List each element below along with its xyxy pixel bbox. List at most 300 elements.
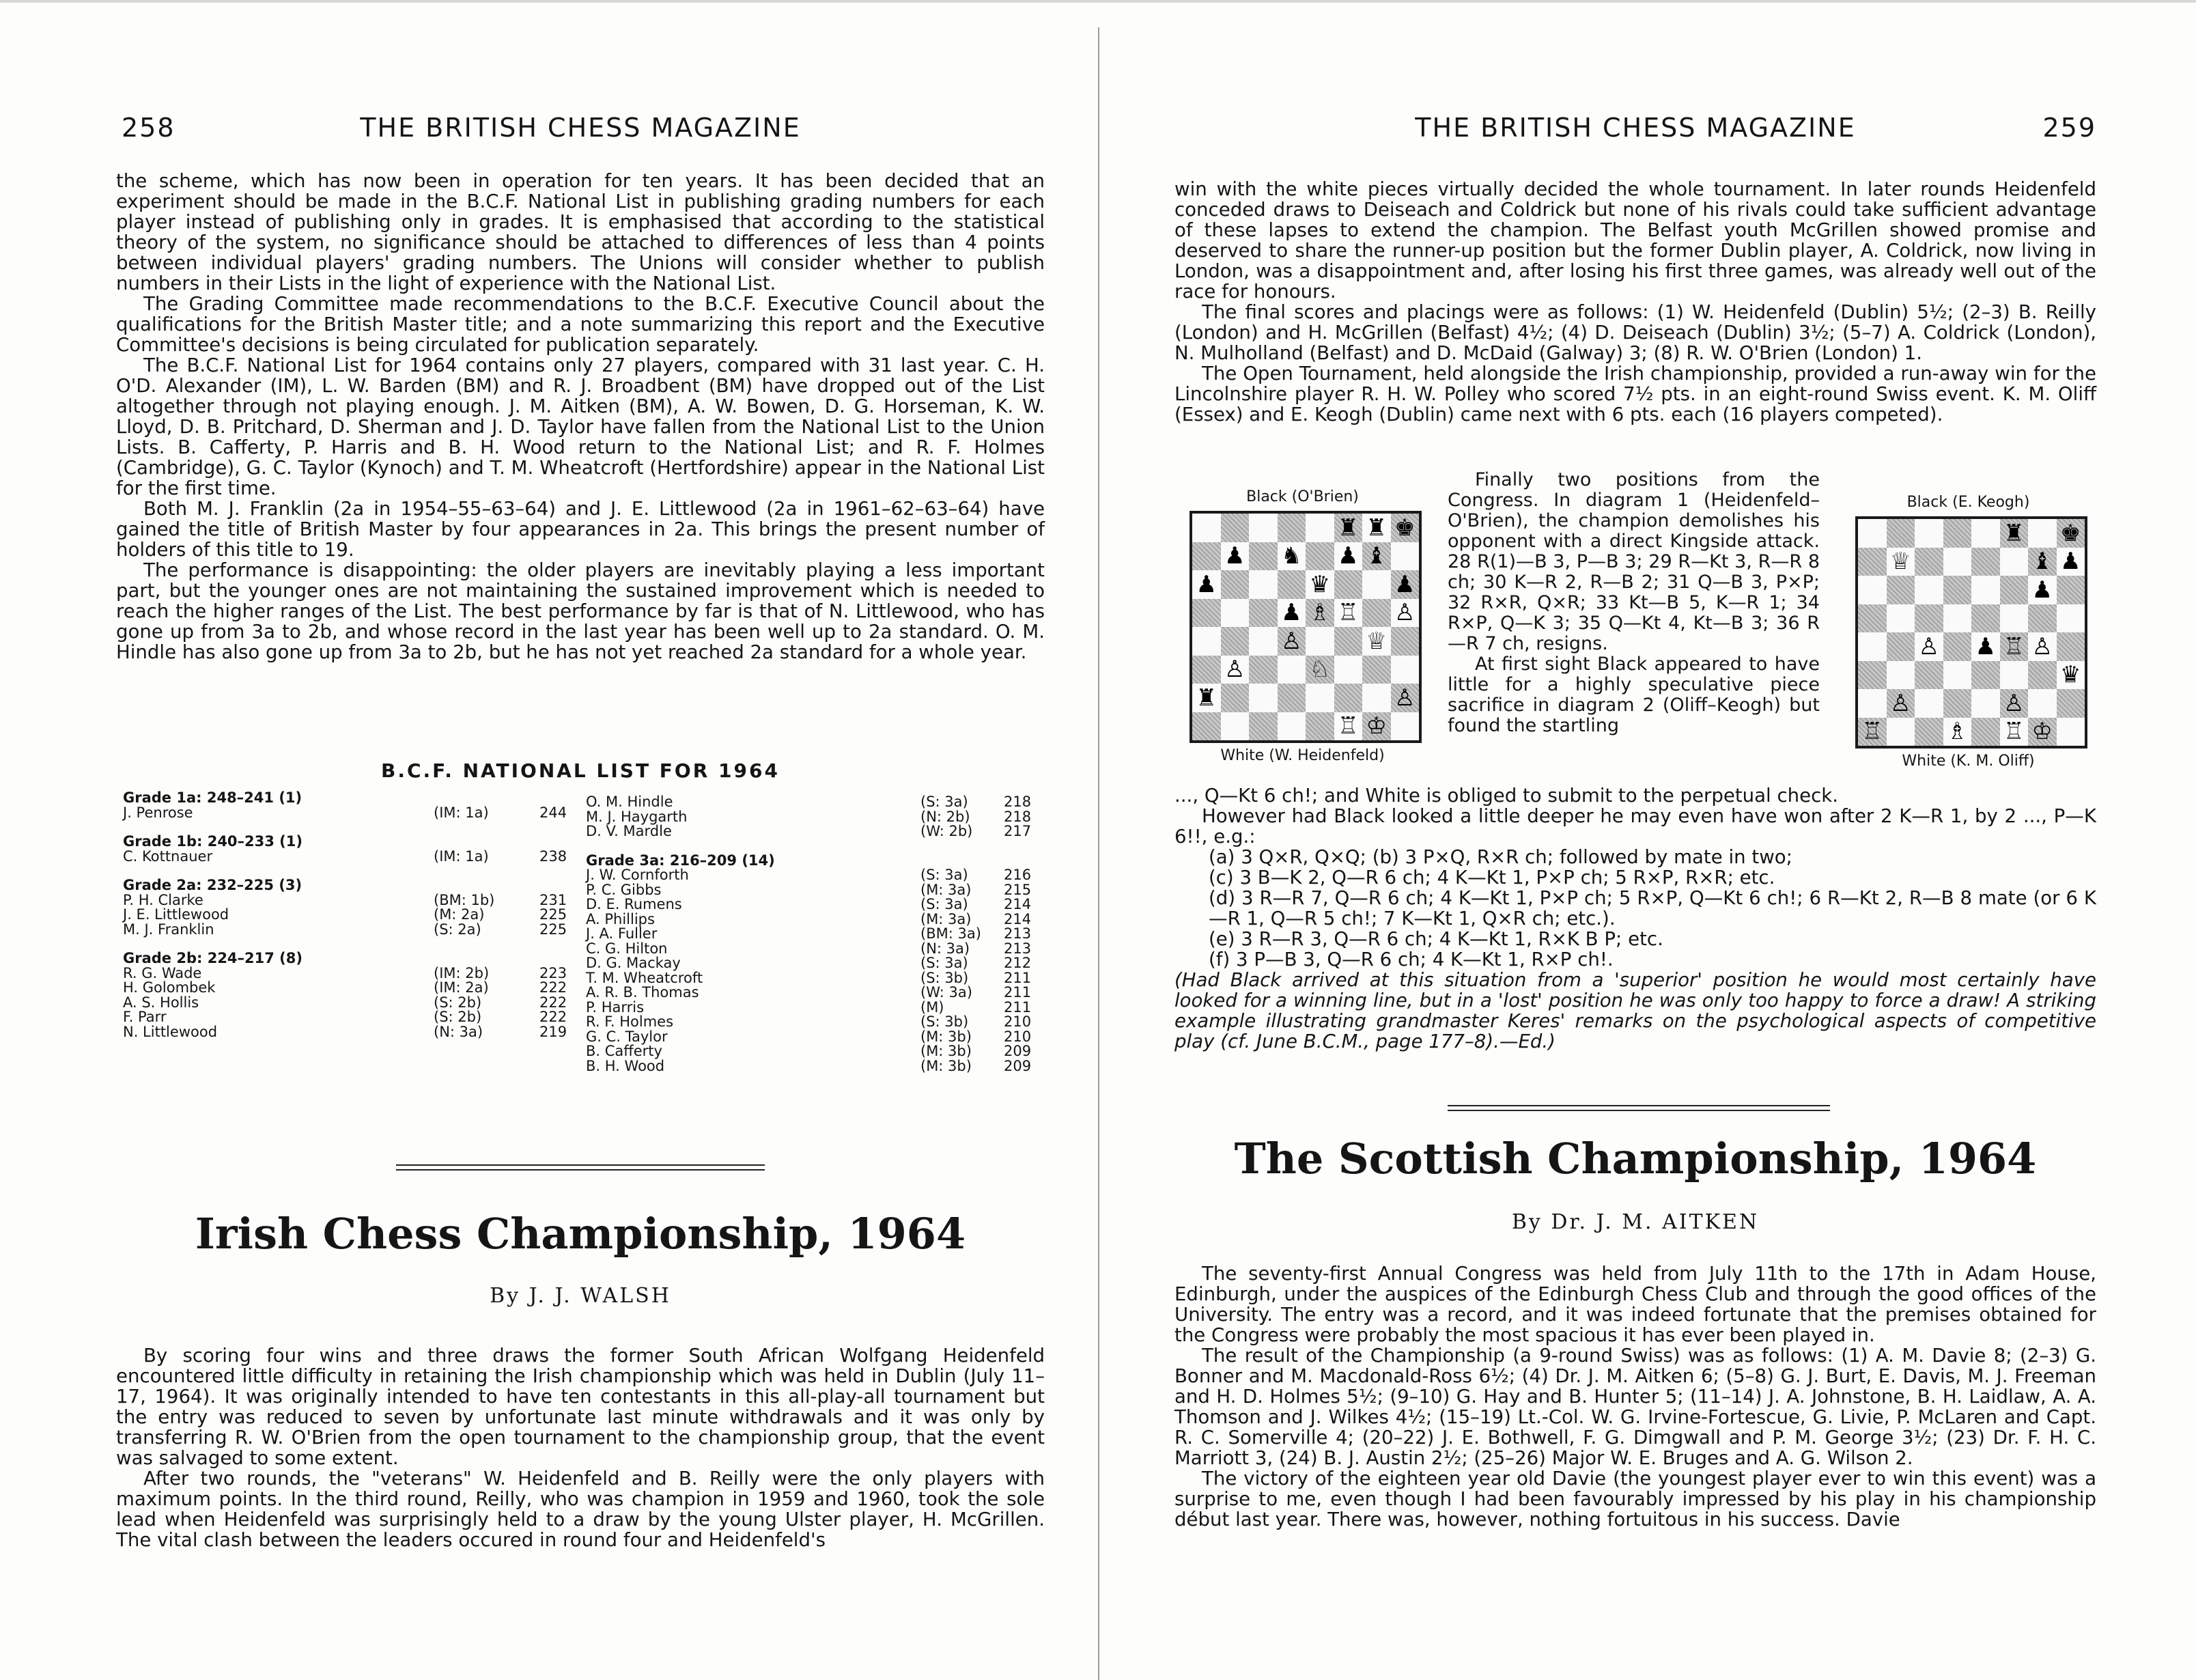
table-row bbox=[586, 897, 1045, 912]
board-square bbox=[1915, 718, 1943, 746]
chess-piece: ♟ bbox=[1196, 570, 1217, 598]
table-row bbox=[123, 966, 574, 981]
section-divider bbox=[396, 1164, 765, 1171]
board-square bbox=[1391, 542, 1420, 571]
player-class: (M: 3b) bbox=[920, 1043, 972, 1059]
player-name: B. Cafferty bbox=[586, 1043, 662, 1059]
board-square bbox=[2028, 548, 2057, 576]
board-square bbox=[1306, 684, 1334, 712]
board-square bbox=[1362, 542, 1391, 571]
chess-piece: ♟ bbox=[1224, 542, 1245, 570]
board-square bbox=[2000, 632, 2029, 661]
player-grade: 211 bbox=[1004, 984, 1032, 1000]
board-square bbox=[2000, 661, 2029, 690]
variation-line: (c) 3 B—K 2, Q—R 6 ch; 4 K—Kt 1, P×P ch; 5 R×P, R×R; etc. bbox=[1209, 866, 1775, 888]
board-square bbox=[1887, 718, 1915, 746]
grading-table-right bbox=[586, 795, 1045, 1088]
chess-diagram-1 bbox=[1174, 488, 1431, 764]
player-name: C. G. Hilton bbox=[586, 940, 668, 957]
scottish-article-text bbox=[1174, 1263, 2096, 1530]
board-square bbox=[1334, 656, 1363, 684]
grading-report-text bbox=[116, 171, 1045, 662]
chess-board bbox=[1855, 516, 2087, 748]
board-square bbox=[1391, 656, 1420, 684]
board-square bbox=[2000, 689, 2029, 718]
board-square bbox=[1278, 684, 1306, 712]
board-square bbox=[1858, 661, 1887, 690]
player-grade: 219 bbox=[539, 1023, 567, 1040]
board-square bbox=[1887, 661, 1915, 690]
board-square bbox=[1915, 661, 1943, 690]
board-square bbox=[1221, 514, 1250, 542]
board-square bbox=[1915, 632, 1943, 661]
board-square bbox=[1915, 604, 1943, 633]
left-running-head bbox=[116, 113, 1045, 147]
page-number: 259 bbox=[2042, 113, 2096, 143]
player-class: (IM: 1a) bbox=[434, 848, 489, 865]
paragraph: The victory of the eighteen year old Davie (the youngest player ever to win this event) was a surprise to me, even though I had been favourably impressed by his play in his championship début last year. There was, however, nothing fortuitous in his success. Davie bbox=[1174, 1467, 2096, 1530]
board-square bbox=[1249, 712, 1278, 741]
board-square bbox=[1192, 599, 1221, 628]
running-head-title: THE BRITISH CHESS MAGAZINE bbox=[1415, 113, 1856, 143]
table-row bbox=[123, 908, 574, 923]
board-square bbox=[1858, 632, 1887, 661]
player-name: M. J. Haygarth bbox=[586, 808, 688, 825]
board-square bbox=[1858, 689, 1887, 718]
player-class: (M) bbox=[920, 998, 944, 1016]
player-class: (S: 3a) bbox=[920, 955, 968, 971]
variation-line: (e) 3 R—R 3, Q—R 6 ch; 4 K—Kt 1, R×K B P; etc. bbox=[1209, 927, 1663, 950]
player-class: (N: 2b) bbox=[920, 808, 970, 825]
player-class: (IM: 2b) bbox=[434, 964, 490, 981]
chess-piece: ♖ bbox=[2003, 632, 2025, 660]
chess-piece: ♙ bbox=[1918, 632, 1939, 660]
player-grade: 222 bbox=[539, 1009, 567, 1025]
player-name: D. G. Mackay bbox=[586, 955, 681, 971]
board-square bbox=[1915, 548, 1943, 576]
chess-piece: ♖ bbox=[2003, 718, 2025, 746]
board-square bbox=[1362, 656, 1391, 684]
editor-note: (Had Black arrived at this situation from a 'superior' position he would most certainly have looked for a winning line, but in a 'lost' position he was only too happy to force a draw! A striking example illustrating grandmaster Keres' remarks on the psychological aspects of competitive play (cf. June B.C.M., page 177–8).—Ed.) bbox=[1174, 968, 2096, 1052]
board-square bbox=[1971, 689, 2000, 718]
board-square bbox=[1362, 514, 1391, 542]
board-square bbox=[1192, 684, 1221, 712]
board-square bbox=[1278, 627, 1306, 656]
player-name: P. C. Gibbs bbox=[586, 881, 662, 898]
table-row bbox=[586, 1030, 1045, 1045]
board-square bbox=[2028, 632, 2057, 661]
chess-piece: ♝ bbox=[1366, 542, 1387, 570]
board-square bbox=[2000, 519, 2029, 548]
board-square bbox=[1391, 627, 1420, 656]
board-square bbox=[1362, 627, 1391, 656]
board-square bbox=[1943, 718, 1972, 746]
player-grade: 217 bbox=[1004, 823, 1032, 839]
player-grade: 210 bbox=[1004, 1028, 1032, 1045]
board-square bbox=[1391, 514, 1420, 542]
chess-piece: ♘ bbox=[1309, 656, 1330, 684]
player-class: (N: 3a) bbox=[434, 1023, 483, 1040]
chess-piece: ♙ bbox=[1394, 599, 1416, 627]
grade-heading: Grade 3a: 216–209 (14) bbox=[586, 852, 775, 869]
player-grade: 225 bbox=[539, 921, 567, 938]
board-square bbox=[2057, 632, 2085, 661]
paragraph: The final scores and placings were as follows: (1) W. Heidenfeld (Dublin) 5½; (2–3) B. Reilly (London) and H. McGrillen (Belfast) 4½; (4) D. Deiseach (Dublin) 3½; (5–7) A. Coldrick (London), N. Mulholland (Belfast) and D. McDaid (Galway) 3; (8) R. W. O'Brien (London) 1. bbox=[1174, 300, 2096, 364]
grade-group bbox=[586, 854, 1045, 1074]
table-row bbox=[123, 893, 574, 908]
board-square bbox=[1943, 689, 1972, 718]
board-square bbox=[1887, 548, 1915, 576]
board-square bbox=[1334, 570, 1363, 599]
section-divider bbox=[1448, 1105, 1830, 1111]
table-row bbox=[586, 956, 1045, 971]
board-square bbox=[1943, 632, 1972, 661]
board-square bbox=[1249, 570, 1278, 599]
variation-line: (f) 3 P—B 3, Q—R 6 ch; 4 K—Kt 1, R×P ch!. bbox=[1209, 948, 1614, 970]
board-square bbox=[1362, 570, 1391, 599]
board-square bbox=[1943, 661, 1972, 690]
board-square bbox=[1192, 712, 1221, 741]
player-class: (BM: 3a) bbox=[920, 925, 981, 942]
player-grade: 213 bbox=[1004, 940, 1032, 957]
board-square bbox=[2028, 689, 2057, 718]
diagram-caption-white: White (K. M. Oliff) bbox=[1902, 753, 2035, 770]
player-name: H. Golombek bbox=[123, 979, 216, 996]
player-name: D. E. Rumens bbox=[586, 896, 682, 912]
player-name: R. F. Holmes bbox=[586, 1013, 674, 1030]
board-square bbox=[1278, 570, 1306, 599]
paragraph: The B.C.F. National List for 1964 contains only 27 players, compared with 31 last year. C. H. O'D. Alexander (IM), L. W. Barden (BM) and R. J. Broadbent (BM) have dropped out of the List altogether through not playing enough. J. M. Aitken (BM), A. W. Bowen, D. G. Horseman, K. W. Lloyd, D. B. Pritchard, D. Sherman and J. D. Taylor have fallen from the National List to the Union Lists. B. Cafferty, P. Harris and B. H. Wood return to the National List; and R. F. Holmes (Cambridge), G. C. Taylor (Kynoch) and T. M. Wheatcroft (Hertfordshire) appear in the National List for the first time. bbox=[116, 354, 1045, 499]
board-square bbox=[1887, 576, 1915, 604]
article-title: Irish Chess Championship, 1964 bbox=[195, 1209, 966, 1259]
board-square bbox=[1334, 627, 1363, 656]
table-row bbox=[586, 912, 1045, 927]
paragraph: ..., Q—Kt 6 ch!; and White is obliged to submit to the perpetual check. bbox=[1174, 784, 1839, 807]
diagram-analysis bbox=[1174, 785, 2096, 1052]
player-class: (M: 3a) bbox=[920, 881, 972, 898]
board-square bbox=[1278, 656, 1306, 684]
player-name: J. W. Cornforth bbox=[586, 867, 689, 883]
chess-piece: ♖ bbox=[1338, 712, 1359, 740]
paragraph: win with the white pieces virtually decided the whole tournament. In later rounds Heidenfeld conceded draws to Deiseach and Coldrick but none of his rivals could take sufficient advantage of these lapses to extend the champion. The Belfast youth McGrillen showed promise and deserved to share the runner-up position but the former Dublin player, A. Coldrick, now living in London, was a disappointment and, after losing his first three games, was already well out of the race for honours. bbox=[1174, 178, 2096, 303]
chess-piece: ♝ bbox=[2031, 548, 2053, 576]
variation-line: (d) 3 R—R 7, Q—R 6 ch; 4 K—Kt 1, P×P ch; 5 R×P, Q—Kt 6 ch!; 6 R—Kt 2, R—B 8 mate (or 6 K—R 1, Q—R 5 ch!; 7 K—Kt 1, Q×R ch; etc.). bbox=[1209, 886, 2096, 929]
irish-article-text bbox=[116, 1345, 1045, 1550]
chess-piece: ♗ bbox=[1309, 599, 1330, 627]
board-square bbox=[1915, 576, 1943, 604]
board-square bbox=[1249, 656, 1278, 684]
board-square bbox=[1249, 599, 1278, 628]
board-square bbox=[2057, 689, 2085, 718]
chess-piece: ♜ bbox=[2003, 519, 2025, 547]
chess-piece: ♟ bbox=[1394, 570, 1416, 598]
board-square bbox=[1971, 604, 2000, 633]
board-square bbox=[1334, 542, 1363, 571]
player-class: (S: 3b) bbox=[920, 1013, 969, 1030]
player-class: (S: 3a) bbox=[920, 896, 968, 912]
player-class: (S: 2b) bbox=[434, 994, 482, 1011]
board-square bbox=[1306, 570, 1334, 599]
board-square bbox=[1362, 684, 1391, 712]
table-row bbox=[586, 985, 1045, 1000]
player-class: (N: 3a) bbox=[920, 940, 970, 957]
paragraph: The performance is disappointing: the older players are inevitably playing a less important part, but the younger ones are not maintaining the sustained improvement which is needed to reach the higher ranges of the List. The best performance by far is that of N. Littlewood, who has gone up from 3a to 2b, and whose record in the last year has been well up to 2a standard. O. M. Hindle has also gone up from 3a to 2b, but he has not yet reached 2a standard for a whole year. bbox=[116, 559, 1045, 663]
board-square bbox=[2028, 576, 2057, 604]
table-row bbox=[586, 824, 1045, 839]
page-gutter bbox=[1098, 27, 1099, 1680]
board-square bbox=[2000, 604, 2029, 633]
board-square bbox=[1221, 599, 1250, 628]
board-square bbox=[1362, 712, 1391, 741]
grade-group bbox=[586, 795, 1045, 839]
board-square bbox=[1858, 718, 1887, 746]
grade-group bbox=[123, 951, 574, 1039]
chess-piece: ♖ bbox=[1861, 718, 1883, 746]
grade-heading: Grade 1a: 248–241 (1) bbox=[123, 789, 302, 806]
board-square bbox=[1943, 576, 1972, 604]
player-grade: 218 bbox=[1004, 794, 1032, 810]
board-square bbox=[2028, 661, 2057, 690]
grade-heading: Grade 1b: 240–233 (1) bbox=[123, 833, 302, 850]
board-square bbox=[1221, 570, 1250, 599]
chess-piece: ♔ bbox=[2031, 718, 2053, 746]
paragraph: However had Black looked a little deeper he may even have won after 2 K—R 1, by 2 ..., P—K 6!!, e.g.: bbox=[1174, 804, 2096, 848]
chess-piece: ♙ bbox=[1224, 656, 1245, 684]
board-square bbox=[1915, 519, 1943, 548]
chess-diagram-2 bbox=[1840, 494, 2096, 770]
board-square bbox=[1971, 576, 2000, 604]
board-square bbox=[1249, 627, 1278, 656]
table-row bbox=[123, 996, 574, 1011]
board-square bbox=[1334, 599, 1363, 628]
player-grade: 214 bbox=[1004, 910, 1032, 927]
chess-piece: ♕ bbox=[1890, 548, 1911, 576]
table-row bbox=[586, 1000, 1045, 1016]
board-square bbox=[2057, 661, 2085, 690]
player-name: J. Penrose bbox=[123, 804, 193, 821]
board-square bbox=[1249, 684, 1278, 712]
diagram-caption-black: Black (E. Keogh) bbox=[1906, 494, 2030, 511]
player-name: D. V. Mardle bbox=[586, 823, 672, 839]
table-row bbox=[586, 942, 1045, 957]
player-grade: 222 bbox=[539, 994, 567, 1011]
grade-group bbox=[123, 791, 574, 820]
table-row bbox=[586, 1044, 1045, 1059]
board-square bbox=[1221, 684, 1250, 712]
chess-piece: ♗ bbox=[1947, 718, 1968, 746]
player-class: (M: 2a) bbox=[434, 906, 485, 923]
player-grade: 209 bbox=[1004, 1043, 1032, 1059]
player-name: N. Littlewood bbox=[123, 1023, 218, 1040]
chess-piece: ♟ bbox=[1281, 599, 1302, 627]
grading-table-left bbox=[123, 791, 574, 1054]
player-class: (S: 2a) bbox=[434, 921, 481, 938]
board-square bbox=[1971, 632, 2000, 661]
chess-piece: ♟ bbox=[1338, 542, 1359, 570]
player-grade: 209 bbox=[1004, 1057, 1032, 1074]
player-grade: 231 bbox=[539, 891, 567, 908]
board-square bbox=[1192, 656, 1221, 684]
board-square bbox=[2028, 519, 2057, 548]
table-row bbox=[123, 1025, 574, 1040]
board-square bbox=[1915, 689, 1943, 718]
table-row bbox=[586, 883, 1045, 898]
chess-piece: ♜ bbox=[1338, 514, 1359, 542]
board-square bbox=[1858, 576, 1887, 604]
diagram-commentary bbox=[1448, 470, 1820, 736]
board-square bbox=[1943, 604, 1972, 633]
chess-piece: ♟ bbox=[2060, 548, 2081, 576]
player-grade: 211 bbox=[1004, 969, 1032, 986]
article-byline: By J. J. WALSH bbox=[490, 1284, 671, 1308]
player-grade: 244 bbox=[539, 804, 567, 821]
paragraph: The Grading Committee made recommendations to the B.C.F. Executive Council about the qualifications for the British Master title; and a note summarizing this report and the Executive Committee's decisions is being circulated for publication separately. bbox=[116, 292, 1045, 356]
board-square bbox=[1334, 514, 1363, 542]
board-square bbox=[1334, 684, 1363, 712]
table-title: B.C.F. NATIONAL LIST FOR 1964 bbox=[381, 759, 780, 782]
grade-heading: Grade 2b: 224–217 (8) bbox=[123, 950, 302, 966]
player-class: (BM: 1b) bbox=[434, 891, 495, 908]
board-square bbox=[1221, 712, 1250, 741]
board-square bbox=[1306, 712, 1334, 741]
board-square bbox=[2000, 718, 2029, 746]
chess-piece: ♕ bbox=[1366, 627, 1387, 655]
board-square bbox=[1278, 514, 1306, 542]
player-grade: 213 bbox=[1004, 925, 1032, 942]
player-name: J. A. Fuller bbox=[586, 925, 658, 942]
paragraph: the scheme, which has now been in operation for ten years. It has been decided that an experiment should be made in the B.C.F. National List in publishing grading numbers for each player instead of publishing only in grades. It is emphasised that according to the statistical theory of the system, no significance should be attached to differences of less than 4 points between individual players' grading numbers. The Unions will consider whether to publish numbers in their Lists in the light of experience with the National List. bbox=[116, 169, 1045, 294]
article-title: The Scottish Championship, 1964 bbox=[1234, 1134, 2037, 1184]
grade-heading: Grade 2a: 232–225 (3) bbox=[123, 877, 302, 893]
board-square bbox=[1943, 519, 1972, 548]
player-name: M. J. Franklin bbox=[123, 921, 214, 938]
player-name: P. Harris bbox=[586, 998, 645, 1016]
player-name: A. S. Hollis bbox=[123, 994, 199, 1011]
article-byline: By Dr. J. M. AITKEN bbox=[1511, 1210, 1760, 1234]
player-class: (M: 3a) bbox=[920, 910, 972, 927]
paragraph: The result of the Championship (a 9-round Swiss) was as follows: (1) A. M. Davie 8; (2–3) G. Bonner and M. Macdonald-Ross 6½; (4) Dr. J. M. Aitken 6; (5–8) G. J. Burt, E. Davis, M. J. Freeman and H. D. Holmes 5½; (9–10) G. Hay and B. Hunter 5; (11–14) J. A. Johnstone, B. H. Laidlaw, A. A. Thomson and J. Wilkes 4½; (15–19) Lt.-Col. W. G. Irvine-Fortescue, G. Livie, P. McLaren and Capt. R. C. Somerville 4; (20–22) J. E. Bothwell, F. G. Dimgwall and P. M. George 3½; (23) Dr. F. H. C. Marriott 3, (24) B. J. Austin 2½; (25–26) Major W. E. Bruges and A. G. Wilson 2. bbox=[1174, 1344, 2096, 1469]
board-square bbox=[1306, 656, 1334, 684]
table-row bbox=[586, 927, 1045, 942]
paragraph: Both M. J. Franklin (2a in 1954–55–63–64) and J. E. Littlewood (2a in 1961–62–63–64) have gained the title of British Master by four appearances in 2a. This brings the present number of holders of this title to 19. bbox=[116, 497, 1045, 561]
board-square bbox=[2057, 519, 2085, 548]
player-grade: 216 bbox=[1004, 867, 1032, 883]
chess-piece: ♙ bbox=[1281, 627, 1302, 655]
board-square bbox=[1221, 542, 1250, 571]
chess-piece: ♟ bbox=[1975, 632, 1996, 660]
paragraph: The Open Tournament, held alongside the Irish championship, provided a run-away win for the Lincolnshire player R. H. W. Polley who scored 7½ pts. in an eight-round Swiss event. K. M. Oliff (Essex) and E. Keogh (Dublin) came next with 6 pts. each (16 players competed). bbox=[1174, 362, 2096, 425]
board-square bbox=[1221, 656, 1250, 684]
player-class: (S: 3a) bbox=[920, 794, 968, 810]
player-grade: 214 bbox=[1004, 896, 1032, 912]
board-square bbox=[1971, 718, 2000, 746]
chess-piece: ♜ bbox=[1366, 514, 1387, 542]
chess-piece: ♛ bbox=[1309, 570, 1330, 598]
player-name: B. H. Wood bbox=[586, 1057, 665, 1074]
board-square bbox=[1858, 604, 1887, 633]
board-square bbox=[1858, 548, 1887, 576]
chess-board bbox=[1190, 511, 1422, 743]
paragraph: Finally two positions from the Congress. In diagram 1 (Heidenfeld–O'Brien), the champion demolishes his opponent with a direct Kingside attack. 28 R(1)—B 3, P—B 3; 29 R—Kt 3, R—R 8 ch; 30 K—R 2, R—B 2; 31 Q—B 3, P×P; 32 R×R, Q×R; 33 Kt—B 5, K—R 1; 34 R×P, Q—K 3; 35 Q—Kt 4, Kt—B 3; 36 R—R 7 ch, resigns. bbox=[1448, 469, 1820, 654]
paragraph: After two rounds, the "veterans" W. Heidenfeld and B. Reilly were the only players with maximum points. In the third round, Reilly, who was champion in 1959 and 1960, took the sole lead when Heidenfeld was surprisingly held to a draw by the young Ulster player, H. McGrillen. The vital clash between the leaders occured in round four and Heidenfeld's bbox=[116, 1467, 1045, 1551]
paragraph: By scoring four wins and three draws the former South African Wolfgang Heidenfeld encountered little difficulty in retaining the Irish championship which was held in Dublin (July 11–17, 1964). It was originally intended to have ten contestants in this all-play-all tournament but the entry was reduced to seven by unfortunate last minute withdrawals and it was only by transferring R. W. O'Brien from the open tournament to the championship group, that the event was salvaged to some extent. bbox=[116, 1344, 1045, 1469]
player-name: T. M. Wheatcroft bbox=[586, 969, 703, 986]
player-class: (M: 3b) bbox=[920, 1028, 972, 1045]
player-grade: 211 bbox=[1004, 998, 1032, 1016]
chess-piece: ♙ bbox=[2003, 689, 2025, 717]
board-square bbox=[2057, 576, 2085, 604]
board-square bbox=[1192, 514, 1221, 542]
table-row bbox=[123, 923, 574, 938]
player-name: A. R. B. Thomas bbox=[586, 984, 699, 1000]
board-square bbox=[2057, 548, 2085, 576]
board-square bbox=[1278, 542, 1306, 571]
player-class: (IM: 1a) bbox=[434, 804, 489, 821]
player-name: R. G. Wade bbox=[123, 964, 202, 981]
paragraph: The seventy-first Annual Congress was held from July 11th to the 17th in Adam House, Edinburgh, under the auspices of the Edinburgh Chess Club and through the good offices of the University. The entry was a record, and it was indeed fortunate that the premises obtained for the Congress were probably the most spacious it has ever been played in. bbox=[1174, 1262, 2096, 1346]
table-row bbox=[586, 795, 1045, 810]
diagram-caption-black: Black (O'Brien) bbox=[1246, 488, 1359, 505]
player-class: (M: 3b) bbox=[920, 1057, 972, 1074]
player-name: F. Parr bbox=[123, 1009, 167, 1025]
board-square bbox=[1971, 548, 2000, 576]
player-class: (S: 3a) bbox=[920, 867, 968, 883]
board-square bbox=[1971, 661, 2000, 690]
player-name: J. E. Littlewood bbox=[123, 906, 229, 923]
board-square bbox=[1943, 548, 1972, 576]
board-square bbox=[1278, 599, 1306, 628]
table-row bbox=[123, 1010, 574, 1025]
chess-piece: ♚ bbox=[1394, 514, 1416, 542]
chess-piece: ♙ bbox=[2031, 632, 2053, 660]
table-row bbox=[586, 971, 1045, 986]
variation-line: (a) 3 Q×R, Q×Q; (b) 3 P×Q, R×R ch; followed by mate in two; bbox=[1209, 845, 1792, 868]
board-square bbox=[1306, 627, 1334, 656]
board-square bbox=[2028, 718, 2057, 746]
board-square bbox=[1887, 632, 1915, 661]
board-square bbox=[2057, 604, 2085, 633]
table-row bbox=[586, 868, 1045, 883]
right-page bbox=[1174, 0, 2096, 1680]
board-square bbox=[1971, 519, 2000, 548]
left-page bbox=[116, 0, 1045, 1680]
board-square bbox=[1858, 519, 1887, 548]
player-grade: 218 bbox=[1004, 808, 1032, 825]
player-class: (IM: 2a) bbox=[434, 979, 489, 996]
grade-group bbox=[123, 878, 574, 937]
chess-piece: ♙ bbox=[1394, 684, 1416, 712]
board-square bbox=[1391, 570, 1420, 599]
board-square bbox=[1249, 514, 1278, 542]
player-grade: 225 bbox=[539, 906, 567, 923]
chess-piece: ♙ bbox=[1890, 689, 1911, 717]
player-grade: 222 bbox=[539, 979, 567, 996]
player-name: C. Kottnauer bbox=[123, 848, 213, 865]
board-square bbox=[1249, 542, 1278, 571]
player-grade: 215 bbox=[1004, 881, 1032, 898]
paragraph: At first sight Black appeared to have little for a highly speculative piece sacrifice in diagram 2 (Oliff–Keogh) but found the startling bbox=[1448, 654, 1820, 736]
board-square bbox=[1221, 627, 1250, 656]
table-row bbox=[586, 1059, 1045, 1074]
player-name: A. Phillips bbox=[586, 910, 655, 927]
table-row bbox=[123, 981, 574, 996]
page-number: 258 bbox=[122, 113, 175, 143]
board-square bbox=[1887, 604, 1915, 633]
board-square bbox=[1391, 712, 1420, 741]
running-head-title: THE BRITISH CHESS MAGAZINE bbox=[360, 113, 801, 143]
board-square bbox=[1887, 519, 1915, 548]
board-square bbox=[2000, 576, 2029, 604]
